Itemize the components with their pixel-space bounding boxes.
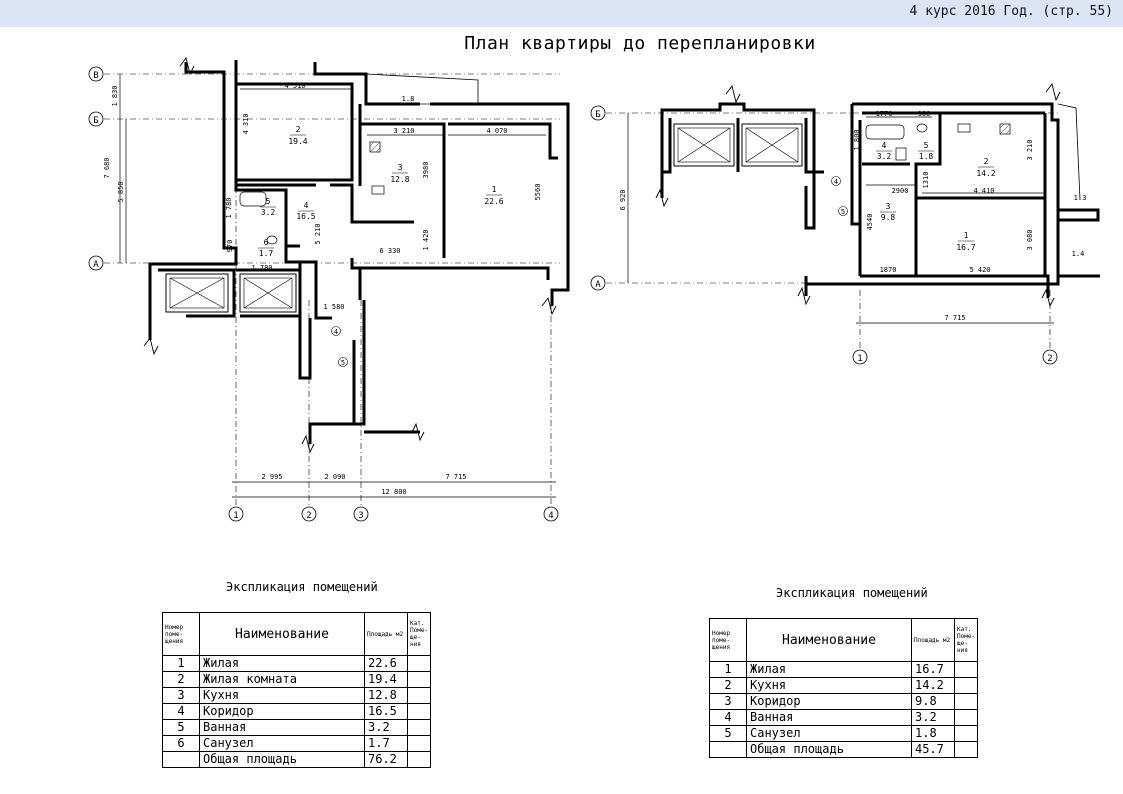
cell-name: Ванная xyxy=(747,710,912,726)
toilet-icon xyxy=(917,124,927,132)
bathtub-icon xyxy=(866,125,904,139)
axis-label: Б xyxy=(595,110,601,120)
cell-area: 16.7 xyxy=(912,662,955,678)
room-area: 14.2 xyxy=(976,169,996,178)
header-area: Площадь м2 xyxy=(912,619,955,662)
elevator-shaft-left xyxy=(166,274,228,312)
axis-label: 3 xyxy=(358,511,364,521)
table-row xyxy=(710,726,978,742)
room-area: 9.8 xyxy=(880,213,896,222)
sink-icon xyxy=(372,186,384,194)
room-area: 16.7 xyxy=(956,243,976,252)
left-plan xyxy=(89,58,568,521)
dimension-label: 3 210 xyxy=(1026,139,1034,161)
header-area: Площадь м2 xyxy=(365,613,408,656)
cell-name: Общая площадь xyxy=(200,752,365,768)
table-row xyxy=(710,694,978,710)
cell-cat xyxy=(408,656,431,672)
floor-plans xyxy=(0,27,1123,557)
cell-cat xyxy=(408,752,431,768)
cell-num: 5 xyxy=(163,720,200,736)
drawing-title: План квартиры до перепланировки xyxy=(464,33,816,54)
dimension-label: 4540 xyxy=(866,213,874,231)
room-number: 5 xyxy=(265,197,271,206)
cell-num: 4 xyxy=(710,710,747,726)
cell-area: 22.6 xyxy=(365,656,408,672)
cell-num: 1 xyxy=(710,662,747,678)
room-area: 19.4 xyxy=(288,137,308,146)
dimension-label: 970 xyxy=(226,239,234,253)
axis-label: 1 xyxy=(857,354,863,364)
room-area: 1.7 xyxy=(258,249,274,258)
dimension-label: 1 780 xyxy=(251,264,273,272)
bathtub-icon xyxy=(240,192,266,206)
page-label: 4 курс 2016 Год. (стр. 55) xyxy=(909,4,1113,19)
table-row xyxy=(710,710,978,726)
dimension-label: 2 995 xyxy=(261,473,283,481)
elevator-shaft-right-2 xyxy=(742,124,802,166)
cell-name: Общая площадь xyxy=(747,742,912,758)
room-area: 16.5 xyxy=(296,212,316,221)
header-num: Номер поме- щения xyxy=(163,613,200,656)
cell-name: Ванная xyxy=(200,720,365,736)
dimension-label: 6 920 xyxy=(619,189,627,211)
room-number: 2 xyxy=(295,125,301,134)
cell-name: Санузел xyxy=(200,736,365,752)
dimension-label: 5 850 xyxy=(117,181,125,203)
table-title-right: Экспликация помещений xyxy=(776,586,928,600)
room-number: 4 xyxy=(881,141,887,150)
cell-num xyxy=(163,752,200,768)
stove-icon xyxy=(370,142,380,152)
sink-icon xyxy=(958,124,970,132)
cell-name: Жилая комната xyxy=(200,672,365,688)
cell-cat xyxy=(408,720,431,736)
cell-num: 2 xyxy=(710,678,747,694)
cell-num: 6 xyxy=(163,736,200,752)
cell-name: Коридор xyxy=(747,694,912,710)
dimension-label: 2 090 xyxy=(324,473,346,481)
axis-label: В xyxy=(93,71,99,81)
cell-cat xyxy=(408,736,431,752)
cell-name: Санузел xyxy=(747,726,912,742)
dimension-label: 1 580 xyxy=(323,303,345,311)
cell-num: 4 xyxy=(163,704,200,720)
cell-area: 19.4 xyxy=(365,672,408,688)
table-row xyxy=(163,672,431,688)
header-cat: Кат. Поме- ще- ния xyxy=(408,613,431,656)
stair-marker: 5 xyxy=(840,208,846,216)
table-row xyxy=(710,662,978,678)
dimension-label: 1870 xyxy=(879,266,897,274)
room-number: 2 xyxy=(983,157,989,166)
stair-marker: 4 xyxy=(333,328,339,336)
axis-label: 4 xyxy=(548,511,554,521)
dimension-label: 2900 xyxy=(891,187,909,195)
room-number: 5 xyxy=(923,141,929,150)
cell-area: 1.7 xyxy=(365,736,408,752)
dimension-label: 3 080 xyxy=(1026,229,1034,251)
cell-area: 76.2 xyxy=(365,752,408,768)
dimension-label: 6 330 xyxy=(379,247,401,255)
cell-num: 1 xyxy=(163,656,200,672)
table-row xyxy=(163,704,431,720)
cell-area: 12.8 xyxy=(365,688,408,704)
stair-marker: 5 xyxy=(340,359,346,367)
header-name: Наименование xyxy=(747,619,912,662)
axis-label: 2 xyxy=(306,511,312,521)
dimension-label: 12 800 xyxy=(381,488,407,496)
stair-marker: 4 xyxy=(833,178,839,186)
elevator-shaft-right xyxy=(674,124,734,166)
cell-num: 3 xyxy=(163,688,200,704)
washbasin-icon xyxy=(896,148,906,160)
cell-name: Жилая xyxy=(747,662,912,678)
dimension-label: 1 780 xyxy=(225,197,233,219)
table-title-left: Экспликация помещений xyxy=(226,580,378,594)
dimension-label: 4 310 xyxy=(242,113,250,135)
header-cat: Кат. Поме- ще- ния xyxy=(955,619,978,662)
room-number: 6 xyxy=(263,238,269,247)
cell-area: 9.8 xyxy=(912,694,955,710)
table-row xyxy=(163,736,431,752)
cell-area: 16.5 xyxy=(365,704,408,720)
room-number: 3 xyxy=(397,163,403,172)
room-area: 3.2 xyxy=(260,208,276,217)
cell-cat xyxy=(955,710,978,726)
dimension-label: 1.8 xyxy=(401,95,415,103)
explication-table-right xyxy=(709,618,978,758)
room-number: 1 xyxy=(491,185,497,194)
axis-label: А xyxy=(595,280,601,290)
header-num: Номер поме- щения xyxy=(710,619,747,662)
room-area: 12.8 xyxy=(390,175,410,184)
cell-cat xyxy=(408,688,431,704)
dimension-label: 1 420 xyxy=(422,229,430,251)
cell-area: 1.8 xyxy=(912,726,955,742)
cell-cat xyxy=(955,694,978,710)
room-number: 3 xyxy=(885,202,891,211)
table-row xyxy=(163,656,431,672)
table-row xyxy=(163,752,431,768)
table-row xyxy=(163,720,431,736)
table-row xyxy=(163,688,431,704)
header-name: Наименование xyxy=(200,613,365,656)
dimension-label: 4 070 xyxy=(486,127,508,135)
dimension-label: 1 830 xyxy=(111,85,119,107)
cell-num: 5 xyxy=(710,726,747,742)
room-area: 1.8 xyxy=(918,152,934,161)
table-row xyxy=(710,742,978,758)
room-number: 4 xyxy=(303,201,309,210)
axis-label: 1 xyxy=(233,511,239,521)
cell-area: 3.2 xyxy=(912,710,955,726)
right-plan xyxy=(591,84,1100,364)
dimension-label: 7 715 xyxy=(445,473,467,481)
cell-cat xyxy=(955,662,978,678)
cell-cat xyxy=(408,672,431,688)
cell-name: Кухня xyxy=(200,688,365,704)
stove-icon xyxy=(1000,124,1010,134)
axis-label: А xyxy=(93,260,99,270)
dimension-label: 5560 xyxy=(534,183,542,201)
dimension-label: 3980 xyxy=(422,161,430,179)
cell-area: 45.7 xyxy=(912,742,955,758)
dimension-label: 4 510 xyxy=(284,82,306,90)
explication-table-left xyxy=(162,612,431,768)
dimension-label: 7 680 xyxy=(103,157,111,179)
dimension-label: 980 xyxy=(917,110,931,118)
cell-num xyxy=(710,742,747,758)
balcony-area: 1.4 xyxy=(1071,250,1085,258)
room-number: 1 xyxy=(963,231,969,240)
room-area: 22.6 xyxy=(484,197,504,206)
axis-label: 2 xyxy=(1047,354,1053,364)
cell-num: 3 xyxy=(710,694,747,710)
cell-cat xyxy=(955,678,978,694)
dimension-label: 5 210 xyxy=(314,223,322,245)
cell-cat xyxy=(955,726,978,742)
cell-cat xyxy=(408,704,431,720)
cell-name: Коридор xyxy=(200,704,365,720)
cell-area: 3.2 xyxy=(365,720,408,736)
toilet-icon xyxy=(267,236,277,244)
cell-name: Жилая xyxy=(200,656,365,672)
cell-num: 2 xyxy=(163,672,200,688)
dimension-label: 3 210 xyxy=(393,127,415,135)
dimension-label: 4 410 xyxy=(973,187,995,195)
cell-area: 14.2 xyxy=(912,678,955,694)
cell-cat xyxy=(955,742,978,758)
table-row xyxy=(710,678,978,694)
dimension-label: 1310 xyxy=(922,171,930,189)
dimension-label: 1 800 xyxy=(853,129,861,151)
dimension-label: 7 715 xyxy=(944,314,966,322)
room-area: 3.2 xyxy=(876,152,892,161)
axis-label: Б xyxy=(93,116,99,126)
elevator-shaft-left-2 xyxy=(240,274,296,312)
cell-name: Кухня xyxy=(747,678,912,694)
dimension-label: 5 420 xyxy=(969,266,991,274)
balcony-area: 1.3 xyxy=(1073,194,1087,202)
top-bar xyxy=(0,0,1123,27)
dimension-label: 1770 xyxy=(875,110,893,118)
